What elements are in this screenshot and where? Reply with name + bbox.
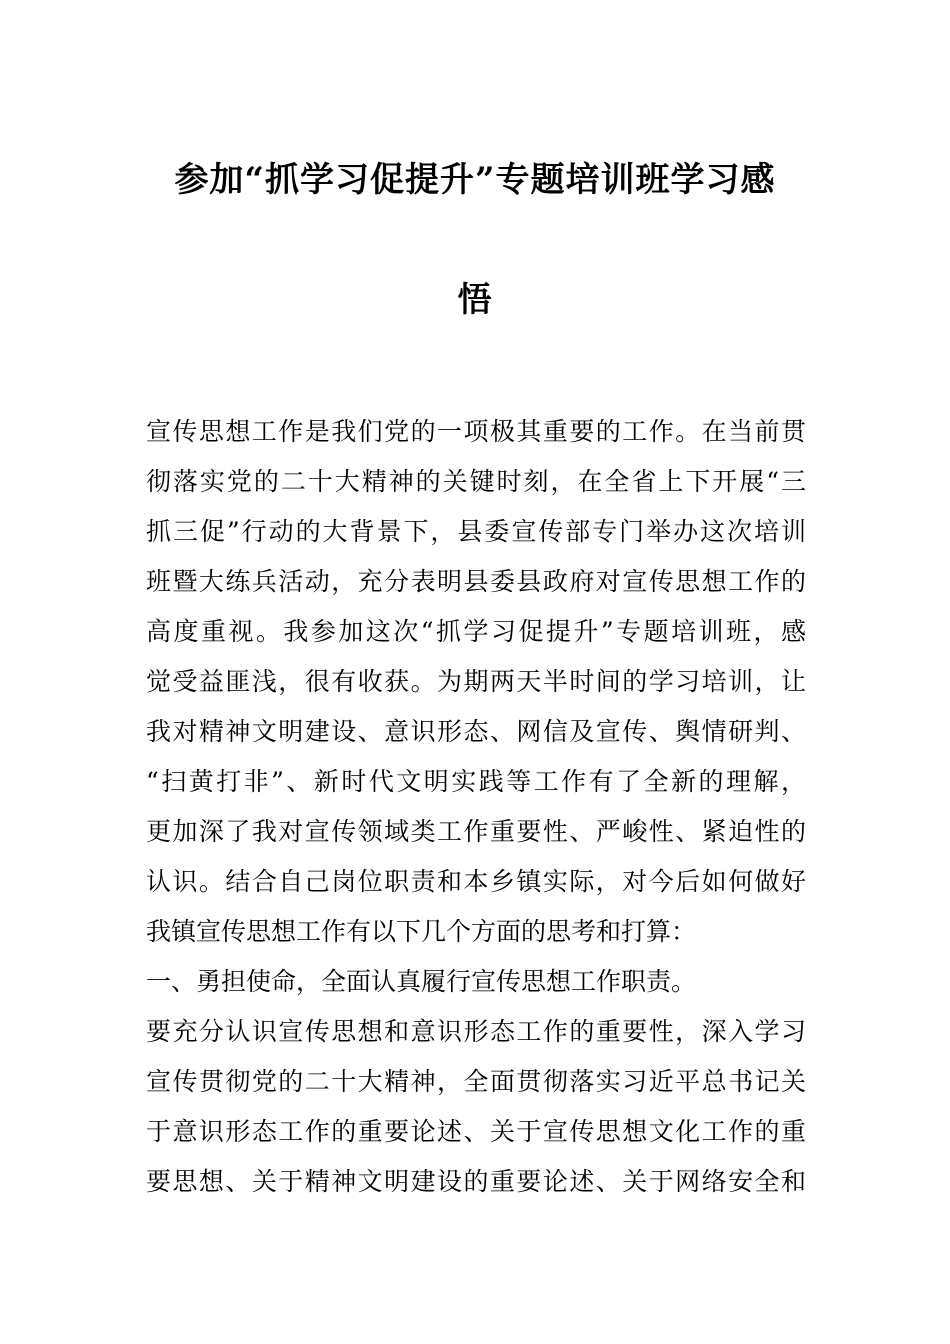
body-text-line: 我镇宣传思想工作有以下几个方面的思考和打算：: [146, 917, 697, 946]
body-text-line: “扫黄打非”、新时代文明实践等工作有了全新的理解，: [146, 767, 806, 796]
document-title-line-2: 悟: [457, 280, 493, 320]
body-text-line: 宣传思想工作是我们党的一项极其重要的工作。在当前贯: [146, 417, 806, 446]
body-text-line: 于意识形态工作的重要论述、关于宣传思想文化工作的重: [146, 1117, 806, 1146]
body-text-line: 要充分认识宣传思想和意识形态工作的重要性，深入学习: [146, 1017, 806, 1046]
document-title-line-1: 参加“抓学习促提升”专题培训班学习感: [174, 160, 776, 200]
body-text-line: 要思想、关于精神文明建设的重要论述、关于网络安全和: [146, 1167, 806, 1196]
body-text-line: 认识。结合自己岗位职责和本乡镇实际，对今后如何做好: [146, 867, 806, 896]
body-text-line: 高度重视。我参加这次“抓学习促提升”专题培训班，感: [146, 617, 806, 646]
body-text-line: 班暨大练兵活动，充分表明县委县政府对宣传思想工作的: [146, 567, 806, 596]
body-text-line: 我对精神文明建设、意识形态、网信及宣传、舆情研判、: [146, 717, 806, 746]
section-heading: 一、勇担使命，全面认真履行宣传思想工作职责。: [146, 967, 697, 996]
body-text-line: 觉受益匪浅，很有收获。为期两天半时间的学习培训，让: [146, 667, 806, 696]
body-text-line: 抓三促”行动的大背景下，县委宣传部专门举办这次培训: [146, 517, 806, 546]
body-text-line: 宣传贯彻党的二十大精神，全面贯彻落实习近平总书记关: [146, 1067, 806, 1096]
body-text-line: 更加深了我对宣传领域类工作重要性、严峻性、紧迫性的: [146, 817, 806, 846]
body-text-line: 彻落实党的二十大精神的关键时刻，在全省上下开展“三: [146, 467, 806, 496]
